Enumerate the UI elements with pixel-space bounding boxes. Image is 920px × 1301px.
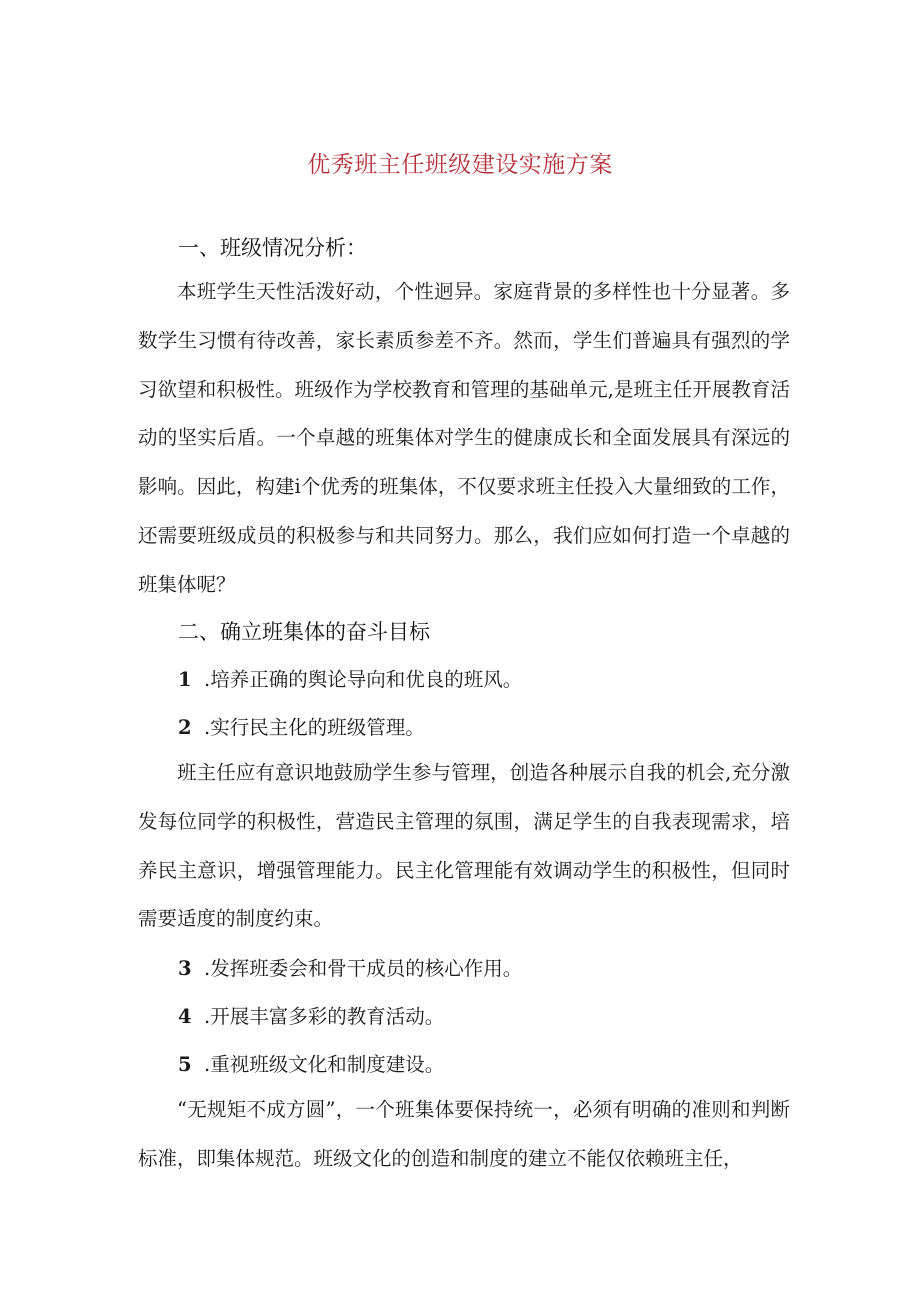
section1-paragraph: 本班学生天性活泼好动，个性迥异。家庭背景的多样性也十分显著。多数学生习惯有待改善，家长素质参差不齐。然而，学生们普遍具有强烈的学习欲望和积极性。班级作为学校教育和管理的基础单元,是班主任开展教育活动的坚实后盾。一个卓越的班集体对学生的健康成长和全面发展具有深远的影响。因此，构建i个优秀的班集体，不仅要求班主任投入大量细致的工作，还需要班级成员的积极参与和共同努力。那么，我们应如何打造一个卓越的班集体呢？ bbox=[138, 280, 790, 596]
goal-item-number: 1 bbox=[178, 668, 192, 691]
goal-item-5 bbox=[178, 1049, 444, 1077]
democratic-management-paragraph: 班主任应有意识地鼓励学生参与管理，创造各种展示自我的机会,充分激发每位同学的积极性，营造民主管理的氛围，满足学生的自我表现需求，培养民主意识，增强管理能力。民主化管理能有效调动学生的积极性，但同时需要适度的制度约束。 bbox=[138, 761, 790, 931]
goal-item-number: 4 bbox=[178, 1005, 192, 1028]
goal-item-1 bbox=[178, 664, 522, 692]
goal-item-text: .发挥班委会和骨干成员的核心作用。 bbox=[204, 957, 523, 980]
section1-heading: 一、班级情况分析： bbox=[178, 236, 367, 260]
goal-item-4 bbox=[178, 1001, 444, 1029]
section2-heading: 二、确立班集体的奋斗目标 bbox=[178, 620, 430, 644]
goal-item-number: 3 bbox=[178, 957, 192, 980]
goal-item-3 bbox=[178, 953, 522, 981]
goal-item-text: .开展丰富多彩的教育活动。 bbox=[204, 1005, 445, 1028]
goal-item-2 bbox=[178, 712, 425, 740]
goal-item-number: 5 bbox=[178, 1053, 192, 1076]
goal-item-text: .培养正确的舆论导向和优良的班风。 bbox=[204, 668, 523, 691]
goal-item-text: .实行民主化的班级管理。 bbox=[204, 716, 425, 739]
class-culture-paragraph: “无规矩不成方圆”，一个班集体要保持统一，必须有明确的准则和判断标准，即集体规范。班级文化的创造和制度的建立不能仅依赖班主任， bbox=[138, 1098, 790, 1170]
goal-item-number: 2 bbox=[178, 716, 192, 739]
goal-item-text: .重视班级文化和制度建设。 bbox=[204, 1053, 445, 1076]
document-title: 优秀班主任班级建设实施方案 bbox=[307, 152, 613, 178]
